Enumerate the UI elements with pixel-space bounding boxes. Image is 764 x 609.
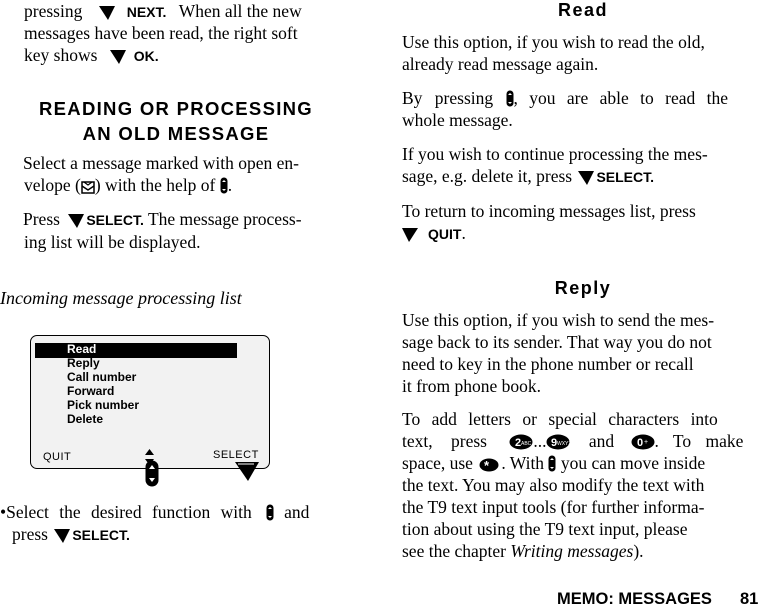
read-heading: Read xyxy=(557,0,608,20)
processing-menu xyxy=(67,342,139,426)
svg-text:ABC: ABC xyxy=(521,441,532,447)
navi-roller-icon xyxy=(266,504,274,521)
svg-text:2: 2 xyxy=(515,437,522,449)
navi-roller-icon[interactable] xyxy=(145,460,159,487)
reply-p1-l4: it from phone book. xyxy=(402,376,542,396)
softkey-right-icon xyxy=(68,214,84,228)
key-9-wxyz-icon xyxy=(546,434,570,450)
key-2-abc-icon xyxy=(509,434,533,450)
menu-item-pick-number[interactable]: Pick number xyxy=(67,398,140,412)
menu-item-reply[interactable]: Reply xyxy=(67,356,100,370)
softkey-left-icon xyxy=(402,228,418,242)
reply-heading: Reply xyxy=(554,278,612,298)
chapter-reference: Writing messages xyxy=(510,541,634,561)
intro-line-3: key shows OK. xyxy=(24,45,159,65)
bullet-instruction: •Select the desired function with and xyxy=(0,502,310,522)
read-p4-l2: QUIT. xyxy=(402,222,764,245)
right-softkey-label[interactable]: SELECT xyxy=(213,449,259,461)
svg-text:0: 0 xyxy=(636,437,643,449)
reply-p1-l2: sage back to its sender. That way you do not xyxy=(402,332,712,352)
reply-p1-l3: need to key in the phone number or recall xyxy=(402,354,694,374)
intro-line-1: pressing NEXT. When all the new xyxy=(24,1,302,21)
reply-p2-l7: see the chapter Writing messages). xyxy=(402,541,644,561)
reply-p1-l1: Use this option, if you wish to send the mes- xyxy=(402,310,715,330)
bullet-instruction-line-2: press SELECT. xyxy=(12,524,130,544)
open-envelope-icon xyxy=(81,181,95,194)
bullet-icon: • xyxy=(0,502,7,522)
menu-item-forward[interactable]: Forward xyxy=(67,384,115,398)
subheading: Incoming message processing list xyxy=(0,288,242,308)
reply-p2-l1: To add letters or special characters into xyxy=(402,409,718,429)
reply-p2-l2: text, press 2 ABC ... 9 WXYZ and 0 + . To make xyxy=(402,431,744,451)
key-0-icon xyxy=(631,434,655,450)
reply-p2-l3: space, use * . With you can move inside xyxy=(402,453,706,473)
read-p3-l1: If you wish to continue processing the mes- xyxy=(402,144,708,164)
read-p1-l2: already read message again. xyxy=(402,54,599,74)
read-p1-l1: Use this option, if you wish to read the old, xyxy=(402,32,705,52)
softkey-right-icon xyxy=(99,6,115,20)
softkey-right-icon xyxy=(54,529,70,543)
page-number: 81 xyxy=(740,590,759,608)
read-p2-l2: whole message. xyxy=(402,110,513,130)
menu-item-delete[interactable]: Delete xyxy=(67,412,104,426)
svg-text:*: * xyxy=(484,458,490,473)
reply-p2-l6: tion about using the T9 text input, please xyxy=(402,519,688,539)
menu-item-call-number[interactable]: Call number xyxy=(67,370,137,384)
right-softkey-button-icon[interactable] xyxy=(234,461,260,482)
section-heading: READING OR PROCESSING AN OLD MESSAGE xyxy=(39,98,313,144)
svg-text:WXYZ: WXYZ xyxy=(557,441,572,447)
read-p2-l1: By pressing , you are able to read the xyxy=(402,88,728,108)
footer-section: MEMO: MESSAGES xyxy=(557,590,712,608)
navi-roller-icon xyxy=(220,177,228,194)
read-p3-l2: sage, e.g. delete it, press SELECT. xyxy=(402,166,655,186)
step-1: Select a message marked with open en- velope ( ) with the help of . xyxy=(23,153,300,195)
svg-text:+: + xyxy=(643,439,648,446)
svg-text:9: 9 xyxy=(551,437,558,449)
navi-roller-icon xyxy=(506,90,514,107)
reply-p2-l5: the T9 text input tools (for further informa- xyxy=(402,497,705,517)
navi-roller-icon xyxy=(548,455,556,472)
left-softkey-label[interactable]: QUIT xyxy=(43,451,72,463)
softkey-right-icon xyxy=(110,50,126,64)
reply-p2-l4: the text. You may also modify the text with xyxy=(402,475,705,495)
intro-line-2: messages have been read, the right soft xyxy=(24,23,298,43)
step-2: Press SELECT. The message process- ing list will be displayed. xyxy=(23,209,302,252)
softkey-right-icon xyxy=(578,171,594,185)
phone-display xyxy=(30,335,270,469)
menu-item-read[interactable]: Read xyxy=(67,342,97,356)
read-p4-l1: To return to incoming messages list, press xyxy=(402,201,696,221)
key-star-icon xyxy=(479,458,499,472)
